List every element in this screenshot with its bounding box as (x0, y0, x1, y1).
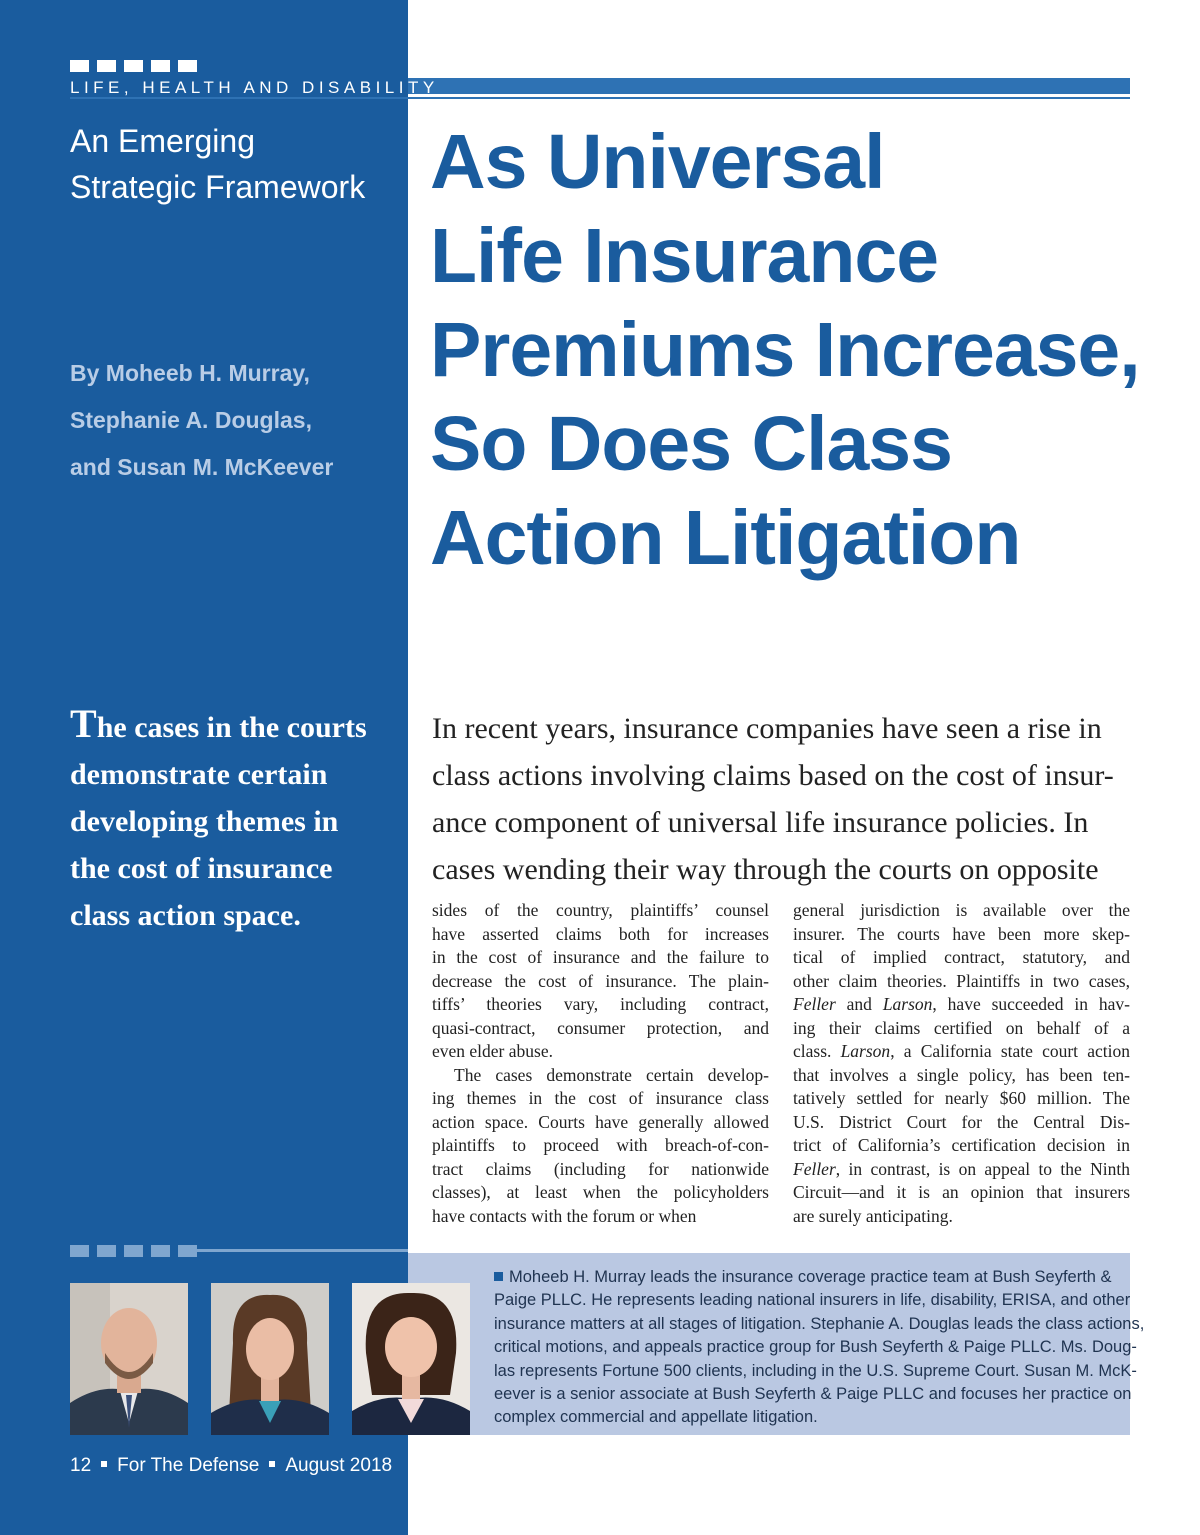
author-line: and Susan M. McKeever (70, 454, 334, 480)
case-name: Feller (793, 1158, 836, 1179)
bio-line: eever is a senior associate at Bush Seyferth & Paige PLLC and focuses her practice on (494, 1385, 1132, 1404)
body-line: have contacts with the forum or when (432, 1205, 697, 1226)
pull-quote-line: demonstrate certain (70, 758, 328, 791)
kicker: An Emerging Strategic Framework (70, 123, 366, 205)
body-column-2 (793, 899, 1130, 1228)
body-column-1 (432, 899, 769, 1228)
case-name: Feller (793, 994, 836, 1014)
author-photo-douglas (211, 1283, 329, 1435)
bio-squares (70, 1245, 197, 1257)
bio-line: insurance matters at all stages of litigation. Stephanie A. Douglas leads the class actions, (494, 1314, 1145, 1333)
pull-quote-line: class action space. (70, 899, 301, 932)
body-line: The cases demonstrate certain develop- (454, 1064, 769, 1085)
body-line: even elder abuse. (432, 1041, 553, 1061)
section-label: LIFE, HEALTH AND DISABILITY (70, 78, 439, 97)
bio-line: Moheeb H. Murray leads the insurance coverage practice team at Bush Seyferth & (509, 1268, 1112, 1286)
pull-quote-line: developing themes in (70, 805, 339, 838)
body-text: and (835, 994, 883, 1014)
pull-quote-line: he cases in the courts (96, 711, 367, 744)
body-line: are surely anticipating. (793, 1205, 953, 1226)
headline (430, 115, 1190, 585)
body-text: class. (793, 1041, 841, 1061)
headline-line: So Does Class (430, 401, 952, 487)
body-line: sides of the country, plaintiffs’ counsel (432, 900, 769, 920)
body-line (793, 993, 1130, 1017)
body-line: have asserted claims both for increases (432, 923, 769, 944)
body-line: action space. Courts have generally allowed (432, 1111, 769, 1132)
body-line: ing themes in the cost of insurance class (432, 1088, 769, 1108)
pull-quote-line: the cost of insurance (70, 852, 333, 885)
byline (70, 350, 390, 491)
body-line: other claim theories. Plaintiffs in two cases, (793, 970, 1130, 991)
body-line: plaintiffs to proceed with breach-of-con- (432, 1135, 769, 1155)
bio-line: critical motions, and appeals practice group for Bush Seyferth & Paige PLLC. Ms. Doug- (494, 1338, 1137, 1357)
page-number: 12 (70, 1455, 92, 1476)
body-line: in the cost of insurance and the failure to (432, 947, 769, 967)
body-line: tract claims (including for nationwide (432, 1158, 769, 1179)
bio-rule (188, 1249, 408, 1252)
body-line: that involves a single policy, has been ten- (793, 1064, 1130, 1085)
bio-line: las represents Fortune 500 clients, including in the U.S. Supreme Court. Susan M. McK- (494, 1361, 1137, 1380)
author-bio (494, 1266, 1145, 1430)
bio-line: Paige PLLC. He represents leading national insurers in life, disability, ERISA, and other (494, 1291, 1131, 1310)
section-bar (408, 78, 1130, 94)
body-text: , have succeeded in hav- (932, 994, 1130, 1014)
body-line (793, 1040, 1130, 1064)
lede-line: ance component of universal life insurance policies. In (432, 806, 1089, 839)
body-line: tatively settled for nearly $60 million. The (793, 1088, 1130, 1108)
body-line: tical of implied contract, statutory, and (793, 947, 1130, 967)
pull-quote-initial: T (70, 701, 97, 746)
body-line: Circuit—and it is an opinion that insurers (793, 1182, 1130, 1202)
body-text: , a California state court action (890, 1041, 1130, 1061)
bio-line: complex commercial and appellate litigation. (494, 1408, 818, 1427)
body-text: , in contrast, is on appeal to the Ninth (835, 1158, 1130, 1179)
body-line: insurer. The courts have been more skep- (793, 923, 1130, 944)
body-line: tiffs’ theories vary, including contract, (432, 994, 769, 1014)
section-squares (70, 60, 197, 72)
headline-line: Premiums Increase, (430, 307, 1140, 393)
author-line: By Moheeb H. Murray, (70, 360, 310, 386)
body-line: trict of California’s certification decision in (793, 1135, 1130, 1155)
separator-icon (101, 1461, 107, 1467)
body-line: classes), at least when the policyholders (432, 1182, 769, 1202)
pull-quote (70, 700, 400, 939)
body-line: quasi-contract, consumer protection, and (432, 1017, 769, 1038)
bullet-icon (494, 1272, 503, 1281)
case-name: Larson (840, 1041, 891, 1061)
author-photo-murray (70, 1283, 188, 1435)
lede-paragraph (432, 705, 1132, 893)
body-line: ing their claims certified on behalf of a (793, 1017, 1130, 1038)
author-line: Stephanie A. Douglas, (70, 407, 312, 433)
headline-line: Action Litigation (430, 495, 1021, 581)
lede-line: cases wending their way through the courts on opposite (432, 853, 1099, 886)
body-line: general jurisdiction is available over the (793, 900, 1130, 920)
page-footer (70, 1455, 392, 1477)
body-line (793, 1158, 1130, 1182)
headline-line: As Universal (430, 119, 885, 205)
headline-line: Life Insurance (430, 213, 939, 299)
issue-date: August 2018 (285, 1455, 393, 1476)
lede-line: class actions involving claims based on the cost of insur- (432, 759, 1114, 792)
author-photo-mckeever (352, 1283, 470, 1435)
lede-line: In recent years, insurance companies have seen a rise in (432, 712, 1102, 745)
separator-icon (269, 1461, 275, 1467)
case-name: Larson (882, 994, 933, 1014)
body-line: U.S. District Court for the Central Dis- (793, 1111, 1130, 1132)
body-line: decrease the cost of insurance. The plain- (432, 970, 769, 991)
publication-name: For The Defense (117, 1455, 260, 1476)
